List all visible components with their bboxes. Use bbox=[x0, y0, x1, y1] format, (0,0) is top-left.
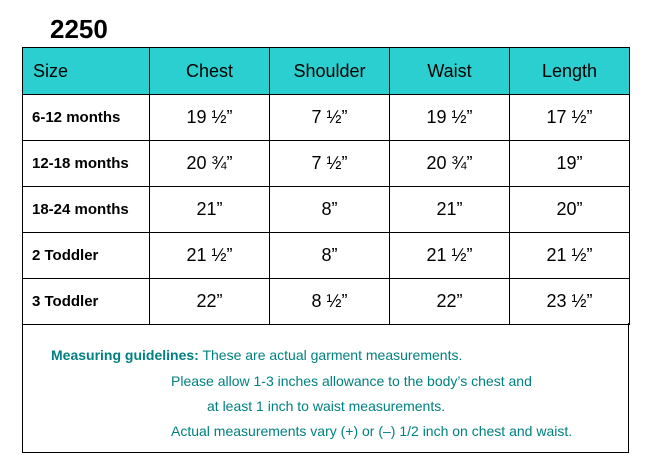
length-cell: 20” bbox=[510, 187, 630, 233]
waist-cell: 22” bbox=[390, 279, 510, 325]
measuring-guidelines-box bbox=[22, 323, 629, 453]
shoulder-cell: 8” bbox=[270, 233, 390, 279]
size-cell: 18-24 months bbox=[23, 187, 150, 233]
table-row bbox=[23, 233, 630, 279]
table-row bbox=[23, 95, 630, 141]
size-cell: 12-18 months bbox=[23, 141, 150, 187]
size-cell: 2 Toddler bbox=[23, 233, 150, 279]
waist-cell: 21 ½” bbox=[390, 233, 510, 279]
column-header-chest: Chest bbox=[150, 48, 270, 95]
column-header-waist: Waist bbox=[390, 48, 510, 95]
column-header-length: Length bbox=[510, 48, 630, 95]
chest-cell: 22” bbox=[150, 279, 270, 325]
column-header-shoulder: Shoulder bbox=[270, 48, 390, 95]
chest-cell: 19 ½” bbox=[150, 95, 270, 141]
size-cell: 6-12 months bbox=[23, 95, 150, 141]
guideline-text-1: These are actual garment measurements. bbox=[198, 347, 463, 363]
style-code-title: 2250 bbox=[50, 14, 108, 44]
guideline-line-1 bbox=[51, 347, 462, 363]
guideline-line-3: at least 1 inch to waist measurements. bbox=[207, 398, 446, 414]
length-cell: 17 ½” bbox=[510, 95, 630, 141]
waist-cell: 20 ¾” bbox=[390, 141, 510, 187]
guideline-line-2: Please allow 1-3 inches allowance to the body’s chest and bbox=[171, 373, 532, 389]
waist-cell: 19 ½” bbox=[390, 95, 510, 141]
guidelines-title: Measuring guidelines: bbox=[51, 347, 199, 363]
table-row bbox=[23, 279, 630, 325]
size-chart-table bbox=[22, 47, 630, 325]
chest-cell: 21” bbox=[150, 187, 270, 233]
length-cell: 19” bbox=[510, 141, 630, 187]
shoulder-cell: 7 ½” bbox=[270, 95, 390, 141]
column-header-size: Size bbox=[23, 48, 150, 95]
guideline-line-4: Actual measurements vary (+) or (–) 1/2 inch on chest and waist. bbox=[171, 423, 573, 439]
table-row bbox=[23, 187, 630, 233]
length-cell: 23 ½” bbox=[510, 279, 630, 325]
table-header-row bbox=[23, 48, 630, 95]
chest-cell: 21 ½” bbox=[150, 233, 270, 279]
table-row bbox=[23, 141, 630, 187]
chest-cell: 20 ¾” bbox=[150, 141, 270, 187]
waist-cell: 21” bbox=[390, 187, 510, 233]
shoulder-cell: 8 ½” bbox=[270, 279, 390, 325]
shoulder-cell: 8” bbox=[270, 187, 390, 233]
size-cell: 3 Toddler bbox=[23, 279, 150, 325]
length-cell: 21 ½” bbox=[510, 233, 630, 279]
shoulder-cell: 7 ½” bbox=[270, 141, 390, 187]
